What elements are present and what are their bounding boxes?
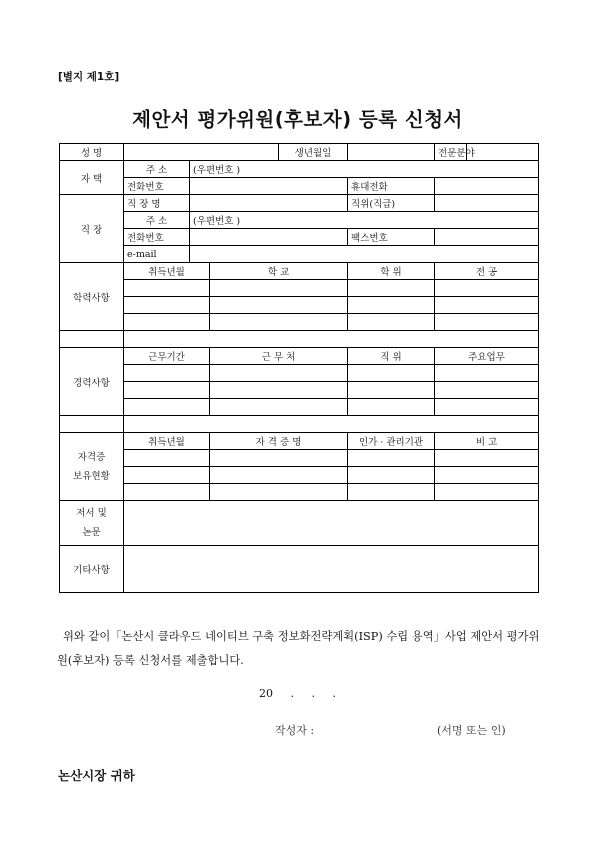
career-row	[60, 399, 539, 416]
license-cell[interactable]	[124, 467, 210, 484]
work-phone-field[interactable]	[190, 229, 348, 246]
row-work-phone	[60, 229, 539, 246]
row-home-address	[60, 161, 539, 178]
career-row	[60, 382, 539, 399]
career-row	[60, 365, 539, 382]
license-cell[interactable]	[348, 484, 435, 501]
home-address-field[interactable]	[190, 161, 539, 178]
page-title: 제안서 평가위원(후보자) 등록 신청서	[132, 108, 463, 131]
license-header: 자 격 증 명	[210, 433, 348, 450]
career-cell[interactable]	[124, 399, 210, 416]
education-cell[interactable]	[435, 314, 539, 331]
mobile-label: 휴대전화	[348, 178, 435, 195]
specialty-label: 전문분야	[435, 144, 467, 161]
license-label-line2: 보유현황	[73, 470, 110, 482]
education-label: 학력사항	[60, 263, 124, 331]
education-header: 학 위	[348, 263, 435, 280]
email-label: e-mail	[124, 246, 190, 263]
education-cell[interactable]	[124, 297, 210, 314]
fax-field[interactable]	[435, 229, 539, 246]
row-home-phone	[60, 178, 539, 195]
work-label: 직 장	[60, 195, 124, 263]
license-label-line1: 자격증	[77, 451, 106, 463]
publications-label	[60, 501, 124, 546]
education-cell[interactable]	[435, 297, 539, 314]
education-row	[60, 314, 539, 331]
career-gap-row	[60, 416, 539, 433]
sign-label: (서명 또는 인)	[437, 724, 506, 737]
birth-field[interactable]	[348, 144, 435, 161]
license-header: 비 고	[435, 433, 539, 450]
education-cell[interactable]	[348, 297, 435, 314]
row-name	[60, 144, 539, 161]
license-row	[60, 450, 539, 467]
publications-label-line2: 논문	[82, 527, 101, 538]
work-address-field[interactable]	[190, 212, 539, 229]
education-cell[interactable]	[124, 280, 210, 297]
work-zip-label: (우편번호 )	[193, 216, 241, 227]
license-cell[interactable]	[210, 450, 348, 467]
license-cell[interactable]	[348, 450, 435, 467]
career-cell[interactable]	[435, 399, 539, 416]
etc-field[interactable]	[124, 546, 539, 593]
career-header: 근무기간	[124, 348, 210, 365]
position-label: 직위(직급)	[348, 195, 435, 212]
career-cell[interactable]	[210, 365, 348, 382]
home-address-label: 주 소	[124, 161, 190, 178]
education-cell[interactable]	[348, 280, 435, 297]
etc-label: 기타사항	[60, 546, 124, 593]
home-zip-label: (우편번호 )	[193, 165, 241, 176]
license-row	[60, 484, 539, 501]
education-cell[interactable]	[348, 314, 435, 331]
row-work-address	[60, 212, 539, 229]
education-header: 전 공	[435, 263, 539, 280]
license-label	[60, 433, 124, 501]
work-phone-label: 전화번호	[124, 229, 190, 246]
education-cell[interactable]	[210, 280, 348, 297]
fax-label: 팩스번호	[348, 229, 435, 246]
home-phone-field[interactable]	[190, 178, 348, 195]
career-cell[interactable]	[348, 382, 435, 399]
career-cell[interactable]	[348, 365, 435, 382]
home-phone-label: 전화번호	[124, 178, 190, 195]
statement-text: 위와 같이「논산시 클라우드 네이티브 구축 정보화전략계획(ISP) 수립 용역」사업 제안서 평가위원(후보자) 등록 신청서를 제출합니다.	[57, 630, 540, 667]
education-cell[interactable]	[210, 314, 348, 331]
etc-row	[60, 546, 539, 593]
row-company	[60, 195, 539, 212]
blank-cell	[60, 416, 124, 433]
license-cell[interactable]	[435, 467, 539, 484]
mobile-field[interactable]	[435, 178, 539, 195]
publications-label-line1: 저서 및	[76, 508, 107, 519]
education-cell[interactable]	[210, 297, 348, 314]
row-email	[60, 246, 539, 263]
work-address-label: 주 소	[124, 212, 190, 229]
license-header: 취득년월	[124, 433, 210, 450]
license-cell[interactable]	[210, 484, 348, 501]
date-line: 20 . . .	[259, 687, 336, 700]
career-cell[interactable]	[124, 365, 210, 382]
career-label: 경력사항	[60, 348, 124, 416]
license-header: 인가 · 관리기관	[348, 433, 435, 450]
addressee: 논산시장 귀하	[58, 768, 135, 783]
birth-label: 생년월일	[279, 144, 348, 161]
application-form-table	[59, 143, 539, 593]
license-header-row	[60, 433, 539, 450]
license-cell[interactable]	[435, 484, 539, 501]
home-label: 자 택	[60, 161, 124, 195]
name-field[interactable]	[124, 144, 279, 161]
education-header-row	[60, 263, 539, 280]
blank-cell	[124, 331, 539, 348]
career-cell[interactable]	[210, 382, 348, 399]
license-cell[interactable]	[210, 467, 348, 484]
career-header: 주요업무	[435, 348, 539, 365]
blank-cell	[60, 331, 124, 348]
position-field[interactable]	[435, 195, 539, 212]
career-header: 직 위	[348, 348, 435, 365]
company-field[interactable]	[190, 195, 348, 212]
career-cell[interactable]	[124, 382, 210, 399]
education-row	[60, 280, 539, 297]
license-cell[interactable]	[435, 450, 539, 467]
annex-label: [별지 제1호]	[58, 71, 120, 83]
publications-row	[60, 501, 539, 546]
blank-cell	[124, 416, 539, 433]
career-cell[interactable]	[348, 399, 435, 416]
license-cell[interactable]	[348, 467, 435, 484]
career-header-row	[60, 348, 539, 365]
publications-field[interactable]	[124, 501, 539, 546]
education-gap-row	[60, 331, 539, 348]
education-header: 학 교	[210, 263, 348, 280]
education-cell[interactable]	[435, 280, 539, 297]
name-label: 성 명	[60, 144, 124, 161]
specialty-field[interactable]	[467, 144, 539, 161]
writer-label: 작성자 :	[275, 724, 315, 737]
email-field[interactable]	[190, 246, 539, 263]
license-row	[60, 467, 539, 484]
education-row	[60, 297, 539, 314]
career-cell[interactable]	[210, 399, 348, 416]
career-cell[interactable]	[435, 382, 539, 399]
education-cell[interactable]	[124, 314, 210, 331]
career-cell[interactable]	[435, 365, 539, 382]
license-cell[interactable]	[124, 484, 210, 501]
company-label: 직 장 명	[124, 195, 190, 212]
career-header: 근 무 처	[210, 348, 348, 365]
license-cell[interactable]	[124, 450, 210, 467]
education-header: 취득년월	[124, 263, 210, 280]
